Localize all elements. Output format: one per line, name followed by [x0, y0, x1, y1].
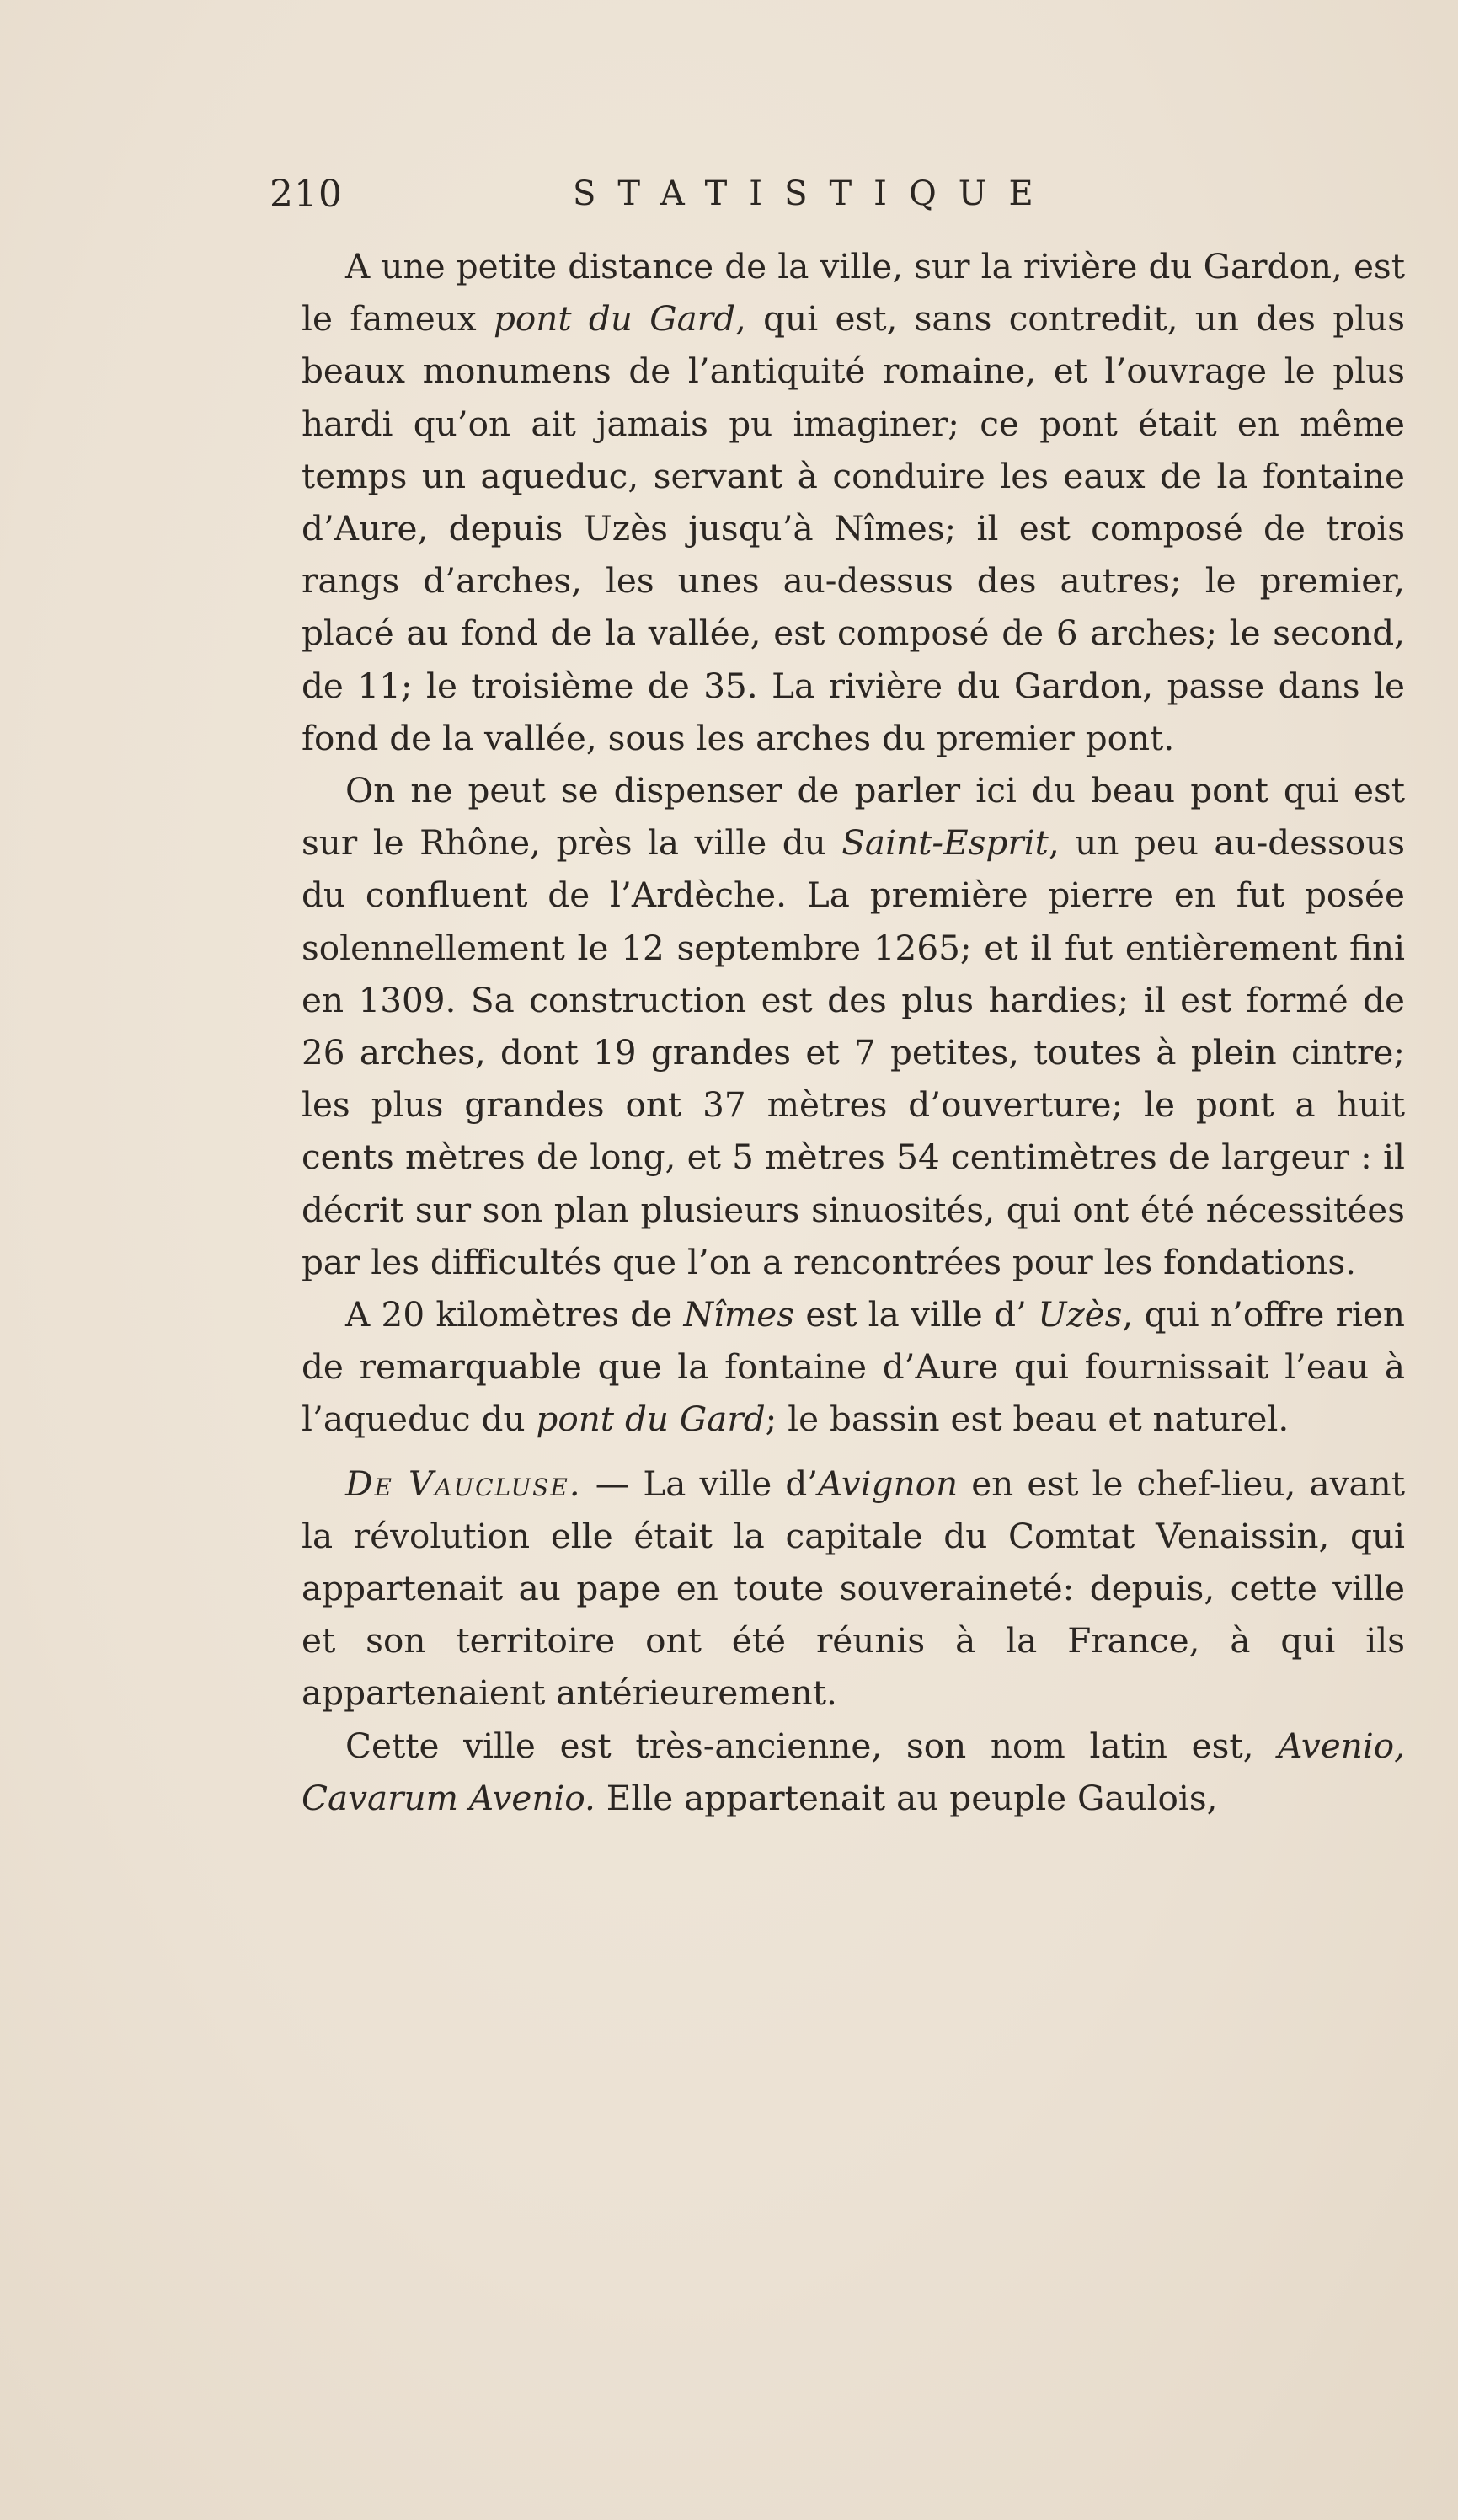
text-run: Cette ville est très-ancienne, son nom latin est,: [345, 1725, 1279, 1766]
body-text: [302, 240, 1405, 1824]
page-number: 210: [270, 173, 343, 216]
text-run: , qui n’offre rien de remarquable que la fontaine d’Aure qui fournissait l’eau à l’aqueduc du: [302, 1294, 1405, 1440]
text-run: A 20 kilomètres de: [345, 1294, 684, 1335]
text-run: A une petite distance de la ville, sur la rivière du Gardon, est le fameux: [302, 246, 1405, 340]
paragraph-vaucluse: [302, 1458, 1405, 1720]
italic-run: Uzès: [1038, 1294, 1123, 1335]
text-run: — La ville d’: [581, 1463, 819, 1504]
text-run: en est le chef-lieu, avant la révolution elle était la capitale du Comtat Venaissin, qui appartenait au pape en toute souveraineté: depuis, cette ville et son territoire ont été réunis à la France, à qui ils appartenaient antérieurement.: [302, 1463, 1405, 1714]
text-run: , qui est, sans contredit, un des plus beaux monumens de l’antiquité romaine, et l’ouvrage le plus hardi qu’on ait jamais pu imaginer; ce pont était en même temps un aqueduc, servant à conduire les eaux de la fontaine d’Aure, depuis Uzès jusqu’à Nîmes; il est composé de trois rangs d’arches, les unes au-dessus des autres; le premier, placé au fond de la vallée, est composé de 6 arches; le second, de 11; le troisième de 35. La rivière du Gardon, passe dans le fond de la vallée, sous les arches du premier pont.: [302, 298, 1405, 758]
italic-run: Nîmes: [683, 1294, 795, 1335]
section-heading: De Vaucluse.: [345, 1463, 582, 1504]
text-run: est la ville d’: [794, 1294, 1039, 1335]
italic-run: Saint-Esprit: [841, 822, 1049, 864]
italic-run: Avignon: [818, 1463, 959, 1504]
page-header: [270, 173, 1129, 223]
text-run: Elle appartenait au peuple Gaulois,: [595, 1777, 1218, 1818]
italic-run: pont du Gard: [536, 1399, 766, 1440]
running-title: STATISTIQUE: [573, 174, 1055, 213]
paragraph-uzes: [302, 1288, 1405, 1446]
text-run: ; le bassin est beau et naturel.: [765, 1399, 1290, 1440]
italic-run: pont du Gard: [493, 298, 736, 340]
text-run: , un peu au-dessous du confluent de l’Ardèche. La première pierre en fut posée solennellement le 12 septembre 1265; et il fut entièrement fini en 1309. Sa construction est des plus hardies; il est formé de 26 arches, dont 19 grandes et 7 petites, toutes à plein cintre; les plus grandes ont 37 mètres d’ouverture; le pont a huit cents mètres de long, et 5 mètres 54 centimètres de largeur : il décrit sur son plan plusieurs sinuosités, qui ont été nécessitées par les difficultés que l’on a rencontrées pour les fondations.: [302, 822, 1405, 1282]
paragraph-pont-du-gard: [302, 240, 1405, 764]
paragraph-avignon: [302, 1720, 1405, 1824]
text-run: On ne peut se dispenser de parler ici du beau pont qui est sur le Rhône, près la ville du: [302, 770, 1405, 864]
paragraph-pont-saint-esprit: [302, 764, 1405, 1288]
italic-run: Avenio, Cavarum Avenio.: [302, 1725, 1405, 1818]
